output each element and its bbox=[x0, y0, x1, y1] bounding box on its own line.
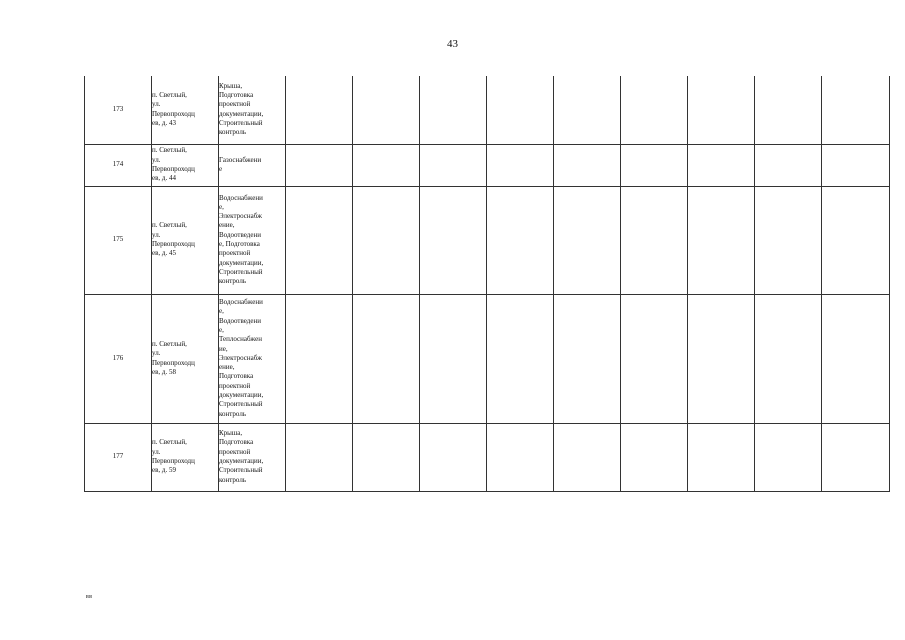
empty-cell bbox=[554, 186, 621, 294]
address-cell: п. Светлый, ул. Первопроходц ев, д. 43 bbox=[152, 76, 219, 144]
empty-cell bbox=[554, 76, 621, 144]
empty-cell bbox=[688, 186, 755, 294]
empty-cell bbox=[353, 294, 420, 423]
row-number: 175 bbox=[85, 186, 152, 294]
empty-cell bbox=[487, 186, 554, 294]
empty-cell bbox=[420, 186, 487, 294]
empty-cell bbox=[755, 186, 822, 294]
works-table bbox=[84, 76, 890, 492]
empty-cell bbox=[554, 294, 621, 423]
empty-cell bbox=[353, 76, 420, 144]
empty-cell bbox=[420, 294, 487, 423]
empty-cell bbox=[822, 294, 890, 423]
empty-cell bbox=[755, 423, 822, 491]
address-cell: п. Светлый, ул. Первопроходц ев, д. 44 bbox=[152, 144, 219, 186]
empty-cell bbox=[822, 76, 890, 144]
address-cell: п. Светлый, ул. Первопроходц ев, д. 45 bbox=[152, 186, 219, 294]
table-row bbox=[85, 423, 890, 491]
empty-cell bbox=[688, 423, 755, 491]
empty-cell bbox=[286, 294, 353, 423]
empty-cell bbox=[286, 144, 353, 186]
empty-cell bbox=[420, 144, 487, 186]
empty-cell bbox=[755, 144, 822, 186]
empty-cell bbox=[353, 423, 420, 491]
empty-cell bbox=[286, 423, 353, 491]
empty-cell bbox=[621, 186, 688, 294]
empty-cell bbox=[621, 294, 688, 423]
table-row bbox=[85, 144, 890, 186]
empty-cell bbox=[688, 294, 755, 423]
works-cell: Крыша, Подготовка проектной документации, Строительный контроль bbox=[219, 423, 286, 491]
page-number: 43 bbox=[447, 38, 458, 50]
empty-cell bbox=[420, 423, 487, 491]
row-number: 173 bbox=[85, 76, 152, 144]
empty-cell bbox=[621, 76, 688, 144]
row-number: 177 bbox=[85, 423, 152, 491]
empty-cell bbox=[487, 76, 554, 144]
empty-cell bbox=[755, 294, 822, 423]
empty-cell bbox=[822, 186, 890, 294]
empty-cell bbox=[755, 76, 822, 144]
empty-cell bbox=[487, 423, 554, 491]
works-cell: Газоснабжени е bbox=[219, 144, 286, 186]
empty-cell bbox=[353, 186, 420, 294]
empty-cell bbox=[487, 294, 554, 423]
row-number: 176 bbox=[85, 294, 152, 423]
empty-cell bbox=[487, 144, 554, 186]
address-cell: п. Светлый, ул. Первопроходц ев, д. 59 bbox=[152, 423, 219, 491]
empty-cell bbox=[353, 144, 420, 186]
empty-cell bbox=[822, 144, 890, 186]
empty-cell bbox=[688, 144, 755, 186]
empty-cell bbox=[286, 76, 353, 144]
table-row bbox=[85, 186, 890, 294]
works-cell: Водоснабжени е, Водоотведени е, Теплоснабжен ие, Электроснабж ение, Подготовка проектной документации, Строительный контроль bbox=[219, 294, 286, 423]
empty-cell bbox=[688, 76, 755, 144]
empty-cell bbox=[420, 76, 487, 144]
works-cell: Водоснабжени е, Электроснабж ение, Водоотведени е, Подготовка проектной документации, Строительный контроль bbox=[219, 186, 286, 294]
address-cell: п. Светлый, ул. Первопроходц ев, д. 58 bbox=[152, 294, 219, 423]
empty-cell bbox=[621, 423, 688, 491]
table-row bbox=[85, 76, 890, 144]
empty-cell bbox=[554, 144, 621, 186]
empty-cell bbox=[621, 144, 688, 186]
empty-cell bbox=[286, 186, 353, 294]
row-number: 174 bbox=[85, 144, 152, 186]
works-cell: Крыша, Подготовка проектной документации, Строительный контроль bbox=[219, 76, 286, 144]
empty-cell bbox=[822, 423, 890, 491]
table-row bbox=[85, 294, 890, 423]
empty-cell bbox=[554, 423, 621, 491]
footer-mark: вв bbox=[86, 594, 93, 600]
